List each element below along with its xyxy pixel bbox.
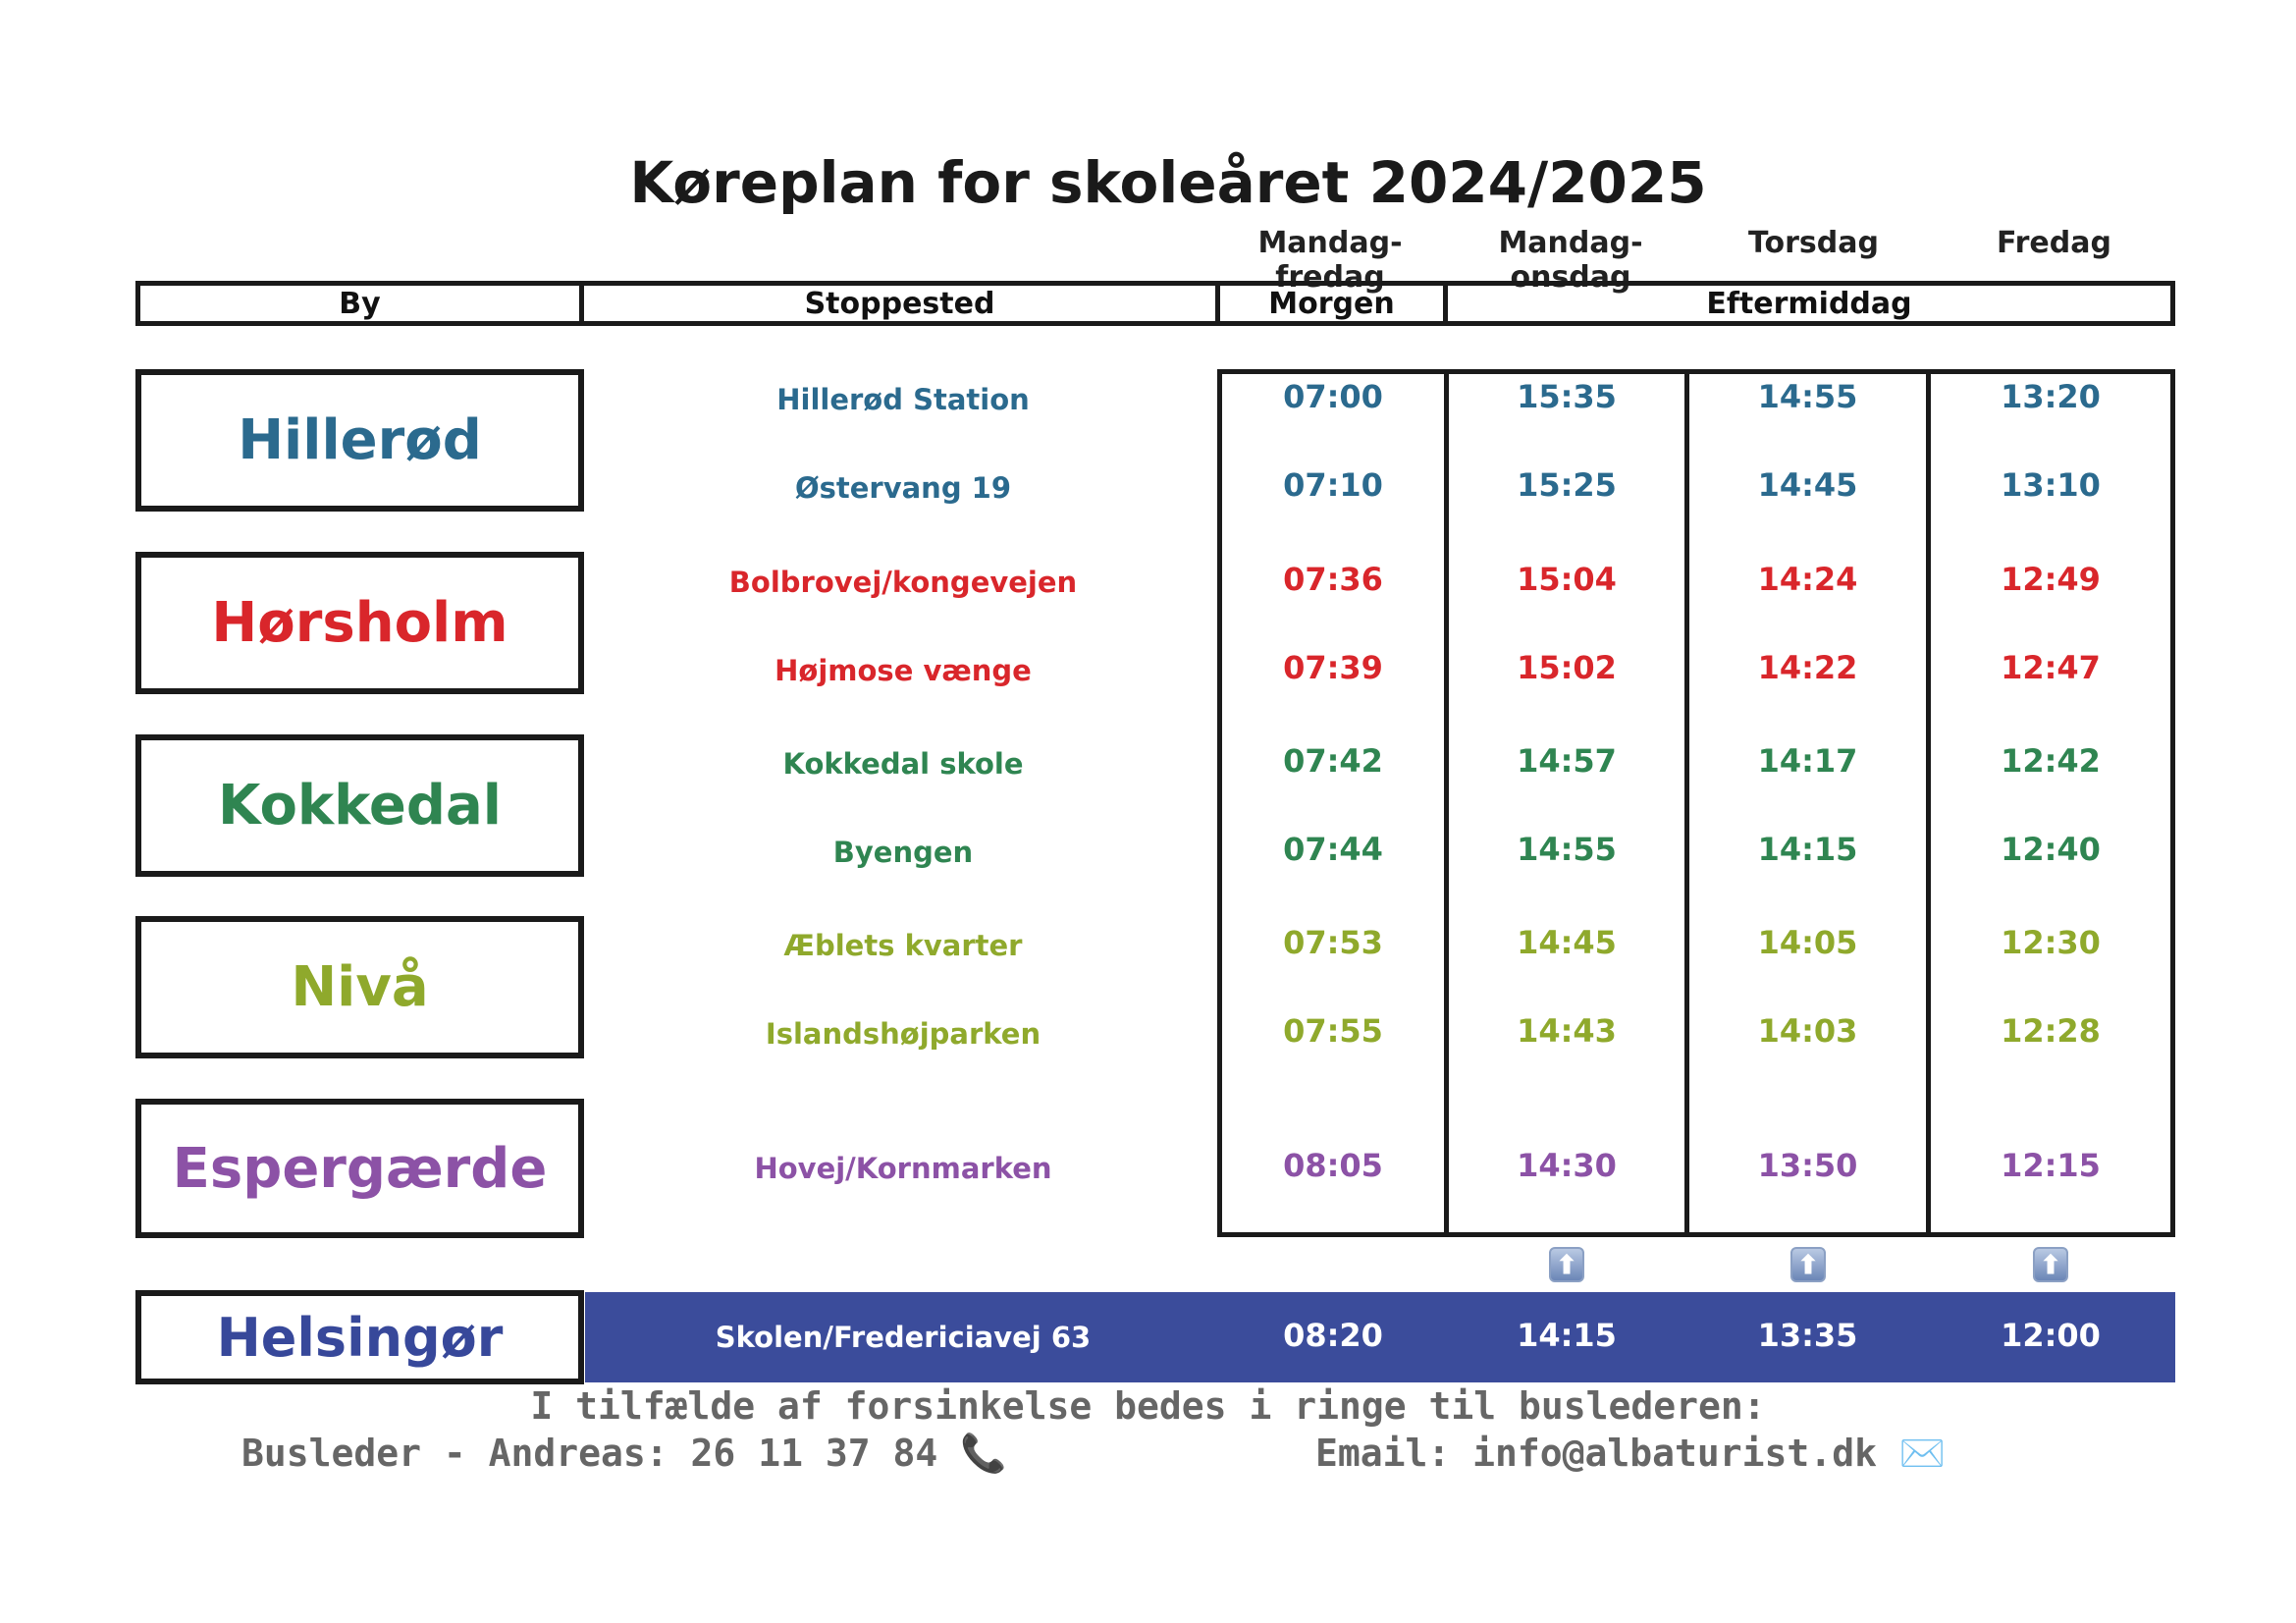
time-cell: 12:30	[2001, 924, 2101, 961]
header-morgen: Morgen	[1215, 281, 1448, 326]
destination-time: 14:15	[1517, 1317, 1617, 1354]
time-cell: 14:24	[1757, 561, 1858, 598]
time-cell: 14:05	[1757, 924, 1858, 961]
city-niva: Nivå	[135, 916, 584, 1058]
time-cell: 14:30	[1517, 1147, 1617, 1184]
time-cell: 14:17	[1757, 742, 1858, 780]
stop-name: Østervang 19	[794, 471, 1012, 505]
city-helsingor: Helsingør	[135, 1290, 584, 1384]
time-cell: 07:39	[1283, 649, 1383, 686]
time-cell: 12:40	[2001, 831, 2101, 868]
day-header-torsdag: Torsdag	[1748, 226, 1879, 260]
up-arrow-icon: ⬆	[1790, 1247, 1826, 1282]
time-cell: 15:02	[1517, 649, 1617, 686]
time-cell: 07:00	[1283, 378, 1383, 415]
stop-name: Islandshøjparken	[765, 1017, 1041, 1051]
bus-leader-contact	[241, 1432, 1006, 1476]
time-cell: 14:03	[1757, 1012, 1858, 1050]
email-text: Email: info@albaturist.dk	[1315, 1432, 1877, 1475]
time-cell: 14:45	[1517, 924, 1617, 961]
header-by: By	[135, 281, 584, 326]
up-arrow-icon: ⬆	[2033, 1247, 2068, 1282]
time-cell: 07:44	[1283, 831, 1383, 868]
stop-name: Byengen	[832, 836, 974, 869]
city-espergaerde: Espergærde	[135, 1099, 584, 1238]
day-header-mandag-fredag: Mandag-fredag	[1257, 226, 1403, 295]
time-cell: 14:15	[1757, 831, 1858, 868]
destination-time: 08:20	[1283, 1317, 1383, 1354]
stop-name: Bolbrovej/kongevejen	[728, 566, 1078, 599]
time-cell: 12:42	[2001, 742, 2101, 780]
time-cell: 13:20	[2001, 378, 2101, 415]
destination-time: 13:35	[1757, 1317, 1858, 1354]
time-cell: 08:05	[1283, 1147, 1383, 1184]
delay-notice: I tilfælde af forsinkelse bedes i ringe til buslederen:	[530, 1384, 1766, 1428]
stop-name: Højmose vænge	[774, 654, 1032, 687]
time-cell: 14:22	[1757, 649, 1858, 686]
destination-time: 12:00	[2001, 1317, 2101, 1354]
time-cell: 12:28	[2001, 1012, 2101, 1050]
stop-name: Hovej/Kornmarken	[754, 1152, 1052, 1185]
stop-name: Kokkedal skole	[782, 747, 1024, 781]
stop-name: Æblets kvarter	[783, 929, 1023, 962]
time-cell: 12:47	[2001, 649, 2101, 686]
time-cell: 14:43	[1517, 1012, 1617, 1050]
time-cell: 07:10	[1283, 466, 1383, 504]
time-cell: 12:49	[2001, 561, 2101, 598]
time-cell: 07:42	[1283, 742, 1383, 780]
time-cell: 14:45	[1757, 466, 1858, 504]
time-cell: 12:15	[2001, 1147, 2101, 1184]
city-horsholm: Hørsholm	[135, 552, 584, 694]
time-cell: 14:55	[1757, 378, 1858, 415]
page-title: Køreplan for skoleåret 2024/2025	[629, 149, 1707, 216]
day-header-fredag: Fredag	[1997, 226, 2111, 260]
time-cell: 15:25	[1517, 466, 1617, 504]
time-cell: 14:57	[1517, 742, 1617, 780]
time-cell: 14:55	[1517, 831, 1617, 868]
header-eftermiddag: Eftermiddag	[1443, 281, 2175, 326]
up-arrow-icon: ⬆	[1549, 1247, 1584, 1282]
stop-name: Hillerød Station	[776, 383, 1030, 416]
time-cell: 07:53	[1283, 924, 1383, 961]
city-hillerod: Hillerød	[135, 369, 584, 512]
time-cell: 15:04	[1517, 561, 1617, 598]
day-header-mandag-onsdag: Mandag-onsdag	[1498, 226, 1643, 295]
time-cell: 07:36	[1283, 561, 1383, 598]
header-stoppested: Stoppested	[579, 281, 1220, 326]
time-cell: 13:10	[2001, 466, 2101, 504]
bus-leader-text: Busleder - Andreas: 26 11 37 84	[241, 1432, 938, 1475]
mail-icon: ✉️	[1898, 1432, 1947, 1475]
email-contact	[1315, 1432, 1946, 1476]
time-cell: 15:35	[1517, 378, 1617, 415]
time-cell: 07:55	[1283, 1012, 1383, 1050]
phone-icon: 📞	[960, 1432, 1007, 1475]
city-kokkedal: Kokkedal	[135, 734, 584, 877]
time-cell: 13:50	[1757, 1147, 1858, 1184]
destination-stop: Skolen/Fredericiavej 63	[715, 1321, 1092, 1354]
